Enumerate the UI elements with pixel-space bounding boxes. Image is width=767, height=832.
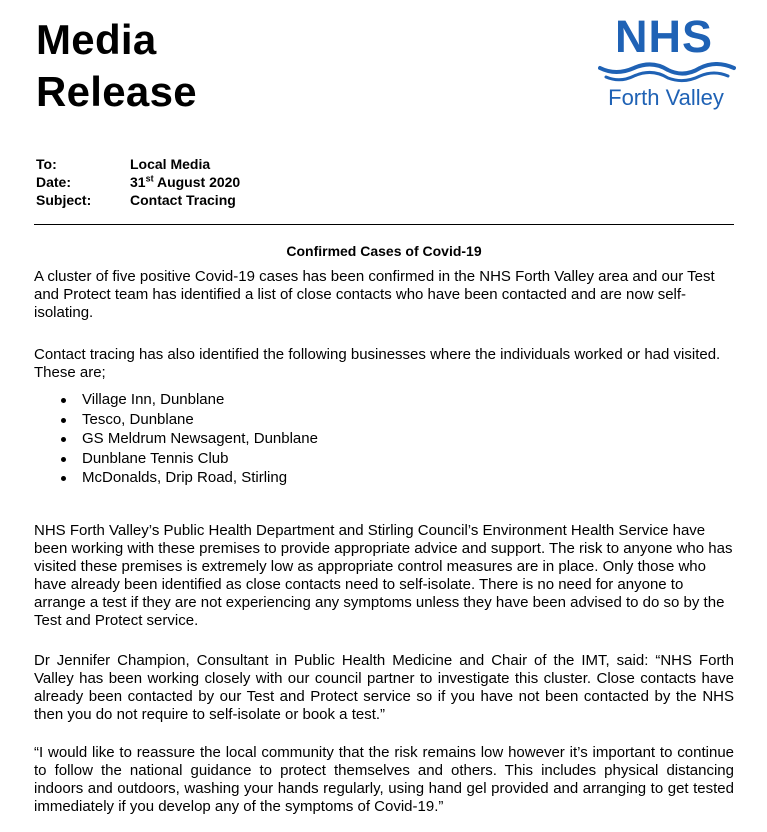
list-item: Village Inn, Dunblane xyxy=(58,390,318,410)
release-meta xyxy=(36,155,240,209)
meta-date-row xyxy=(36,173,240,191)
to-label: To: xyxy=(36,156,57,172)
nhs-forth-valley-logo xyxy=(598,12,736,120)
meta-to-row xyxy=(36,155,240,173)
paragraph-contact-tracing: Contact tracing has also identified the following businesses where the individuals worked or had visited. These are; xyxy=(34,346,721,381)
header-divider xyxy=(34,224,734,225)
forth-valley-label: Forth Valley xyxy=(608,85,724,110)
paragraph-public-health: NHS Forth Valley’s Public Health Department and Stirling Council’s Environment Health Service have been working with these premises to provide appropriate advice and support. The risk to anyone who has visited these premises is extremely low as appropriate control measures are in place. Only those who have already been identified as close contacts need to self-isolate. There is no need for anyone to arrange a test if they are not experiencing any symptoms unless they have been advised to do so by the Test and Protect service. xyxy=(34,522,733,629)
date-suffix: st xyxy=(145,173,154,184)
document-title xyxy=(36,14,197,118)
list-item: GS Meldrum Newsagent, Dunblane xyxy=(58,429,318,449)
title-line-release: Release xyxy=(36,68,197,115)
subject-label: Subject: xyxy=(36,192,92,208)
business-list xyxy=(58,390,318,488)
date-rest: August 2020 xyxy=(156,174,241,190)
paragraph-quote-champion: Dr Jennifer Champion, Consultant in Public Health Medicine and Chair of the IMT, said: “NHS Forth Valley has been working closely with our council partner to investigate this cluster. Close contacts have already been contacted by our Test and Protect service so if you have not been contacted by the NHS then you do not require to self-isolate or book a test.” xyxy=(34,652,734,723)
list-item: Dunblane Tennis Club xyxy=(58,449,318,469)
paragraph-cluster: A cluster of five positive Covid-19 cases has been confirmed in the NHS Forth Valley area and our Test and Protect team has identified a list of close contacts who have been contacted and are now self-isolating. xyxy=(34,268,715,321)
date-day: 31 xyxy=(130,174,146,190)
title-line-media: Media xyxy=(36,16,157,63)
list-item: Tesco, Dunblane xyxy=(58,410,318,430)
to-value: Local Media xyxy=(130,156,211,172)
list-item: McDonalds, Drip Road, Stirling xyxy=(58,468,318,488)
date-label: Date: xyxy=(36,174,72,190)
subject-value: Contact Tracing xyxy=(130,192,236,208)
nhs-wordmark: NHS xyxy=(614,11,713,62)
release-heading: Confirmed Cases of Covid-19 xyxy=(286,243,482,259)
paragraph-quote-reassure: “I would like to reassure the local community that the risk remains low however it’s important to continue to follow the national guidance to protect themselves and others. This includes physical distancing indoors and outdoors, washing your hands regularly, using hand gel provided and arranging to get tested immediately if you develop any of the symptoms of Covid-19.” xyxy=(34,744,734,815)
date-value xyxy=(130,173,240,191)
waves-icon xyxy=(598,62,736,84)
meta-subject-row xyxy=(36,191,240,209)
